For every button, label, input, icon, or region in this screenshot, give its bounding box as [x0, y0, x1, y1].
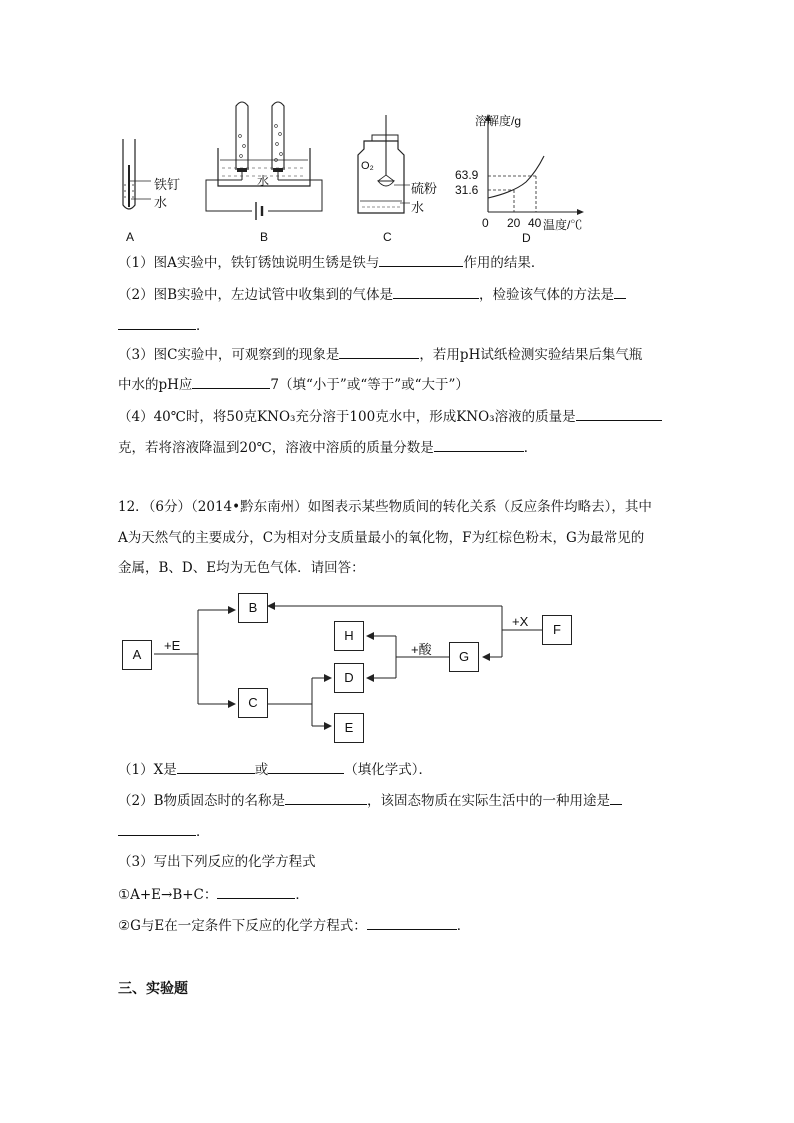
node-c: C [238, 688, 268, 718]
x-tick-0: 0 [482, 216, 489, 230]
y-tick-31-6: 31.6 [455, 183, 479, 197]
figure-a-letter: A [126, 230, 135, 244]
electrolysis-drawing [200, 96, 330, 220]
figure-c-letter: C [383, 230, 392, 244]
answer-blank[interactable] [379, 252, 463, 267]
q11-line-3: ． [118, 315, 210, 335]
gas-jar-drawing [350, 115, 410, 217]
q11-line-7: 克，若将溶液降温到20℃，溶液中溶质的质量分数是 ． [118, 437, 537, 457]
q12-line-1: 12．（6分）（2014•黔东南州）如图表示某些物质间的转化关系（反应条件均略去），其中 [118, 499, 652, 515]
answer-blank[interactable] [367, 915, 457, 930]
answer-blank[interactable] [285, 790, 367, 805]
answer-blank[interactable] [614, 284, 626, 299]
figure-d-letter: D [522, 231, 531, 245]
answer-blank[interactable] [268, 759, 344, 774]
label-plus-acid: +酸 [411, 642, 432, 657]
q12-sub-2-cont: ． [118, 821, 210, 841]
node-h: H [334, 621, 364, 651]
answer-blank[interactable] [217, 884, 295, 899]
q11-line-4: （3）图C实验中，可观察到的现象是 ，若用pH试纸检测实验结果后集气瓶 [118, 344, 642, 364]
label-plus-x: +X [512, 614, 529, 629]
answer-blank[interactable] [192, 374, 270, 389]
label-plus-e: +E [164, 638, 181, 653]
water-label-b: 水 [257, 174, 270, 188]
water-label-a: 水 [154, 195, 168, 210]
x-tick-20: 20 [507, 216, 521, 230]
node-f: F [542, 615, 572, 645]
node-a: A [122, 640, 152, 670]
q12-sub-3: （3）写出下列反应的化学方程式 [118, 854, 316, 870]
answer-blank[interactable] [177, 759, 255, 774]
o2-label: O₂ [361, 160, 374, 172]
answer-blank[interactable] [610, 790, 622, 805]
q12-line-2: A为天然气的主要成分，C为相对分支质量最小的氧化物，F为红棕色粉末，G为最常见的 [118, 530, 645, 546]
answer-blank[interactable] [434, 437, 524, 452]
q11-line-2: （2）图B实验中，左边试管中收集到的气体是 ，检验该气体的方法是 [118, 284, 626, 304]
q12-sub-1: （1）X是 或 （填化学式）． [118, 759, 432, 779]
y-axis-label: 溶解度/g [475, 114, 522, 128]
q12-sub-3-2: ②G与E在一定条件下反应的化学方程式： ． [118, 915, 470, 935]
node-e: E [334, 713, 364, 743]
q12-sub-3-1: ①A+E→B+C： ． [118, 884, 309, 904]
q11-line-5: 中水的pH应 7（填“小于”或“等于”或“大于”） [118, 374, 469, 394]
x-tick-40: 40 [528, 216, 542, 230]
nail-label: 铁钉 [154, 177, 181, 192]
section-title: 三、实验题 [118, 981, 188, 997]
q12-line-3: 金属，B、D、E均为无色气体．请回答： [118, 560, 365, 576]
x-axis-label: 温度/℃ [543, 218, 583, 232]
node-b: B [238, 593, 268, 623]
q11-line-1: （1）图A实验中，铁钉锈蚀说明生锈是铁与 作用的结果． [118, 252, 544, 272]
answer-blank[interactable] [118, 821, 196, 836]
answer-blank[interactable] [339, 344, 419, 359]
answer-blank[interactable] [576, 406, 662, 421]
water-label-c: 水 [411, 200, 425, 215]
node-g: G [449, 642, 479, 672]
answer-blank[interactable] [393, 284, 479, 299]
sulfur-label: 硫粉 [411, 181, 438, 196]
y-tick-63-9: 63.9 [455, 168, 479, 182]
q11-line-6: （4）40℃时，将50克KNO₃充分溶于100克水中，形成KNO₃溶液的质量是 [118, 406, 662, 426]
node-d: D [334, 663, 364, 693]
answer-blank[interactable] [118, 315, 196, 330]
figure-b-letter: B [260, 230, 269, 244]
q12-sub-2: （2）B物质固态时的名称是 ，该固态物质在实际生活中的一种用途是 [118, 790, 622, 810]
